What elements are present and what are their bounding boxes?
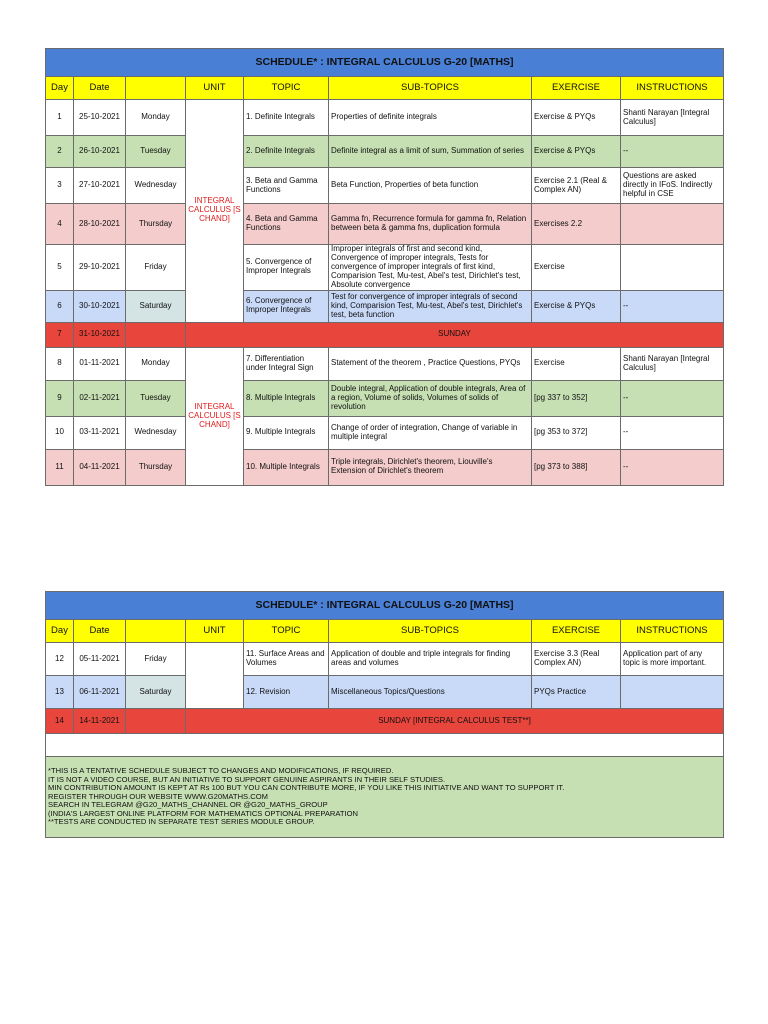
subtopics-cell: Test for convergence of improper integrals of second kind, Comparision Test, Mu-test, Abel's test, Dirichlet's test, beta function [329,290,532,322]
date-cell: 05-11-2021 [74,643,126,676]
day-cell: 3 [46,168,74,204]
weekday-cell: Saturday [126,676,186,709]
day-cell: 1 [46,100,74,136]
weekday-cell: Friday [126,643,186,676]
subtopics-cell: Gamma fn, Recurrence formula for gamma fn, Relation between beta & gamma fns, duplication formula [329,204,532,245]
table-row [46,347,724,380]
date-cell: 28-10-2021 [74,204,126,245]
subtopics-cell: Improper integrals of first and second kind, Convergence of improper integrals, Tests for convergence of improper integrals of first kind, Comparision Test, Mu-test, Abel's test, Dirichlet's test, Absolute convergence [329,245,532,291]
date-cell: 03-11-2021 [74,416,126,449]
date-cell: 29-10-2021 [74,245,126,291]
weekday-cell: Thursday [126,204,186,245]
instructions-cell: -- [621,416,724,449]
header-date: Date [74,77,126,100]
table-row [46,100,724,136]
schedule-title: SCHEDULE* : INTEGRAL CALCULUS G-20 [MATHS] [46,592,724,620]
note-line: MIN CONTRIBUTION AMOUNT IS KEPT AT Rs 100 BUT YOU CAN CONTRIBUTE MORE, IF YOU LIKE THIS INITIATIVE AND WANT TO SUPPORT IT. [48,783,565,793]
day-cell: 5 [46,245,74,291]
note-line: **TESTS ARE CONDUCTED IN SEPARATE TEST SERIES MODULE GROUP. [48,817,315,827]
exercise-cell: Exercise 2.1 (Real & Complex AN) [532,168,621,204]
subtopics-cell: Beta Function, Properties of beta function [329,168,532,204]
table-row [46,449,724,485]
topic-cell: 3. Beta and Gamma Functions [244,168,329,204]
instructions-cell [621,676,724,709]
topic-cell: 2. Definite Integrals [244,136,329,168]
exercise-cell: [pg 353 to 372] [532,416,621,449]
header-day: Day [46,77,74,100]
date-cell: 31-10-2021 [74,322,126,347]
weekday-cell: Monday [126,347,186,380]
instructions-cell: Shanti Narayan [Integral Calculus] [621,347,724,380]
weekday-cell: Wednesday [126,416,186,449]
note-line: (INDIA'S LARGEST ONLINE PLATFORM FOR MATHEMATICS OPTIONAL PREPARATION [48,808,359,818]
subtopics-cell: Application of double and triple integrals for finding areas and volumes [329,643,532,676]
weekday-cell: Tuesday [126,136,186,168]
instructions-cell: -- [621,136,724,168]
header-instructions: INSTRUCTIONS [621,77,724,100]
sunday-label: SUNDAY [186,322,724,347]
table-row [46,643,724,676]
topic-cell: 10. Multiple Integrals [244,449,329,485]
subtopics-cell: Miscellaneous Topics/Questions [329,676,532,709]
day-cell: 12 [46,643,74,676]
table-row [46,676,724,709]
instructions-cell: -- [621,290,724,322]
topic-cell: 4. Beta and Gamma Functions [244,204,329,245]
exercise-cell: Exercise 3.3 (Real Complex AN) [532,643,621,676]
topic-cell: 6. Convergence of Improper Integrals [244,290,329,322]
note-line: SEARCH IN TELEGRAM @G20_MATHS_CHANNEL OR @G20_MATHS_GROUP [48,800,328,810]
note-line: IT IS NOT A VIDEO COURSE, BUT AN INITIATIVE TO SUPPORT GENUINE ASPIRANTS IN THEIR SELF STUDIES. [48,774,446,784]
day-cell: 6 [46,290,74,322]
unit-cell [186,643,244,709]
topic-cell: 9. Multiple Integrals [244,416,329,449]
weekday-cell: Thursday [126,449,186,485]
topic-cell: 12. Revision [244,676,329,709]
instructions-cell: -- [621,380,724,416]
schedule-table-2 [45,591,724,838]
weekday-cell [126,709,186,734]
date-cell: 02-11-2021 [74,380,126,416]
day-cell: 10 [46,416,74,449]
header-unit: UNIT [186,77,244,100]
table-row [46,168,724,204]
exercise-cell: Exercise & PYQs [532,136,621,168]
note-line: REGISTER THROUGH OUR WEBSITE WWW.G20MATHS.COM [48,791,268,801]
subtopics-cell: Statement of the theorem , Practice Questions, PYQs [329,347,532,380]
day-cell: 11 [46,449,74,485]
day-cell: 7 [46,322,74,347]
header-weekday [126,620,186,643]
schedule-table-1 [45,48,724,486]
topic-cell: 11. Surface Areas and Volumes [244,643,329,676]
header-subtopics: SUB-TOPICS [329,620,532,643]
header-exercise: EXERCISE [532,620,621,643]
weekday-cell: Tuesday [126,380,186,416]
sunday-label: SUNDAY [INTEGRAL CALCULUS TEST**] [186,709,724,734]
exercise-cell: Exercise [532,245,621,291]
table-row [46,290,724,322]
header-exercise: EXERCISE [532,77,621,100]
date-cell: 25-10-2021 [74,100,126,136]
table-row [46,245,724,291]
instructions-cell [621,245,724,291]
header-subtopics: SUB-TOPICS [329,77,532,100]
weekday-cell: Monday [126,100,186,136]
day-cell: 14 [46,709,74,734]
exercise-cell: [pg 373 to 388] [532,449,621,485]
day-cell: 13 [46,676,74,709]
subtopics-cell: Change of order of integration, Change of variable in multiple integral [329,416,532,449]
date-cell: 06-11-2021 [74,676,126,709]
instructions-cell: Application part of any topic is more important. [621,643,724,676]
table-row [46,136,724,168]
unit-cell: INTEGRAL CALCULUS [S CHAND] [186,347,244,485]
table-row-sunday [46,322,724,347]
day-cell: 4 [46,204,74,245]
header-weekday [126,77,186,100]
subtopics-cell: Double integral, Application of double integrals, Area of a region, Volume of solids, Volumes of solids of revolution [329,380,532,416]
instructions-cell: Shanti Narayan [Integral Calculus] [621,100,724,136]
table-row [46,380,724,416]
note-line: *THIS IS A TENTATIVE SCHEDULE SUBJECT TO CHANGES AND MODIFICATIONS, IF REQUIRED. [48,766,394,776]
weekday-cell: Friday [126,245,186,291]
table-row [46,204,724,245]
subtopics-cell: Triple integrals, Dirichlet's theorem, Liouville's Extension of Dirichlet's theorem [329,449,532,485]
exercise-cell: Exercise & PYQs [532,290,621,322]
table-row-sunday [46,709,724,734]
day-cell: 2 [46,136,74,168]
date-cell: 26-10-2021 [74,136,126,168]
date-cell: 01-11-2021 [74,347,126,380]
unit-cell: INTEGRAL CALCULUS [S CHAND] [186,100,244,323]
weekday-cell: Saturday [126,290,186,322]
day-cell: 9 [46,380,74,416]
date-cell: 27-10-2021 [74,168,126,204]
exercise-cell: PYQs Practice [532,676,621,709]
notes-block [46,757,724,838]
subtopics-cell: Definite integral as a limit of sum, Summation of series [329,136,532,168]
date-cell: 04-11-2021 [74,449,126,485]
exercise-cell: Exercise [532,347,621,380]
instructions-cell [621,204,724,245]
header-topic: TOPIC [244,77,329,100]
topic-cell: 8. Multiple Integrals [244,380,329,416]
topic-cell: 7. Differentiation under Integral Sign [244,347,329,380]
date-cell: 30-10-2021 [74,290,126,322]
header-unit: UNIT [186,620,244,643]
exercise-cell: Exercise & PYQs [532,100,621,136]
instructions-cell: -- [621,449,724,485]
header-day: Day [46,620,74,643]
day-cell: 8 [46,347,74,380]
header-topic: TOPIC [244,620,329,643]
weekday-cell [126,322,186,347]
topic-cell: 1. Definite Integrals [244,100,329,136]
schedule-title: SCHEDULE* : INTEGRAL CALCULUS G-20 [MATHS] [46,49,724,77]
header-instructions: INSTRUCTIONS [621,620,724,643]
subtopics-cell: Properties of definite integrals [329,100,532,136]
table-row [46,416,724,449]
header-date: Date [74,620,126,643]
blank-row [46,734,724,757]
date-cell: 14-11-2021 [74,709,126,734]
exercise-cell: Exercises 2.2 [532,204,621,245]
weekday-cell: Wednesday [126,168,186,204]
instructions-cell: Questions are asked directly in IFoS. Indirectly helpful in CSE [621,168,724,204]
exercise-cell: [pg 337 to 352] [532,380,621,416]
topic-cell: 5. Convergence of Improper Integrals [244,245,329,291]
